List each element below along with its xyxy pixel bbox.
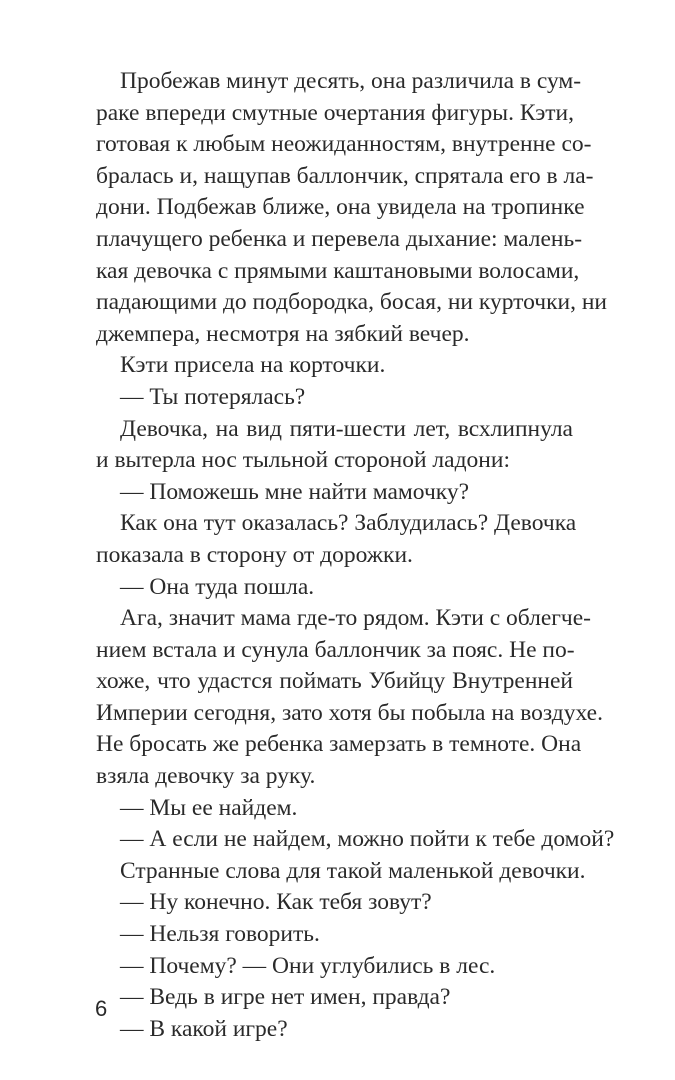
text-line: — А если не найдем, можно пойти к тебе домой? — [120, 826, 615, 853]
text-line: — Ну конечно. Как тебя зовут? — [120, 889, 432, 916]
text-line: Кэти присела на корточки. — [120, 352, 386, 379]
text-line: Империи сегодня, зато хотя бы побыла на воздухе. — [96, 699, 603, 726]
book-page-text — [96, 66, 615, 1045]
text-line: Странные слова для такой маленькой девочки. — [120, 857, 586, 884]
text-line: — Поможешь мне найти мамочку? — [120, 478, 470, 505]
text-line: — Мы ее найдем. — [120, 794, 298, 821]
text-line: Не бросать же ребенка замерзать в темноте. Она — [96, 731, 582, 758]
text-line: — Почему? — Они углубились в лес. — [120, 952, 496, 979]
text-line: показала в сторону от дорожки. — [96, 541, 413, 568]
text-line: — Она туда пошла. — [120, 573, 315, 600]
text-line: нием встала и сунула баллончик за пояс. Не по- — [96, 636, 575, 663]
text-line: — Нельзя говорить. — [120, 921, 320, 948]
text-line: готовая к любым неожиданностям, внутренне со- — [96, 131, 592, 158]
text-line: Ага, значит мама где-то рядом. Кэти с облегче- — [120, 605, 592, 632]
text-line: хоже, что удастся поймать Убийцу Внутренней — [96, 668, 573, 695]
text-line: — Ведь в игре нет имен, правда? — [120, 984, 451, 1011]
text-line: дони. Подбежав ближе, она увидела на тропинке — [96, 194, 585, 221]
text-line: Девочка, на вид пяти-шести лет, всхлипнула — [120, 415, 573, 442]
text-line: Как она тут оказалась? Заблудилась? Девочка — [120, 510, 577, 537]
text-line: джемпера, несмотря на зябкий вечер. — [96, 320, 470, 347]
text-line: взяла девочку за руку. — [96, 763, 316, 790]
text-line: кая девочка с прямыми каштановыми волосами, — [96, 257, 580, 284]
text-line: и вытерла нос тыльной стороной ладони: — [96, 447, 510, 474]
text-line: — Ты потерялась? — [120, 383, 306, 410]
text-line: Пробежав минут десять, она различила в сум- — [120, 68, 582, 94]
page-number: 6 — [95, 996, 108, 1021]
text-line: бралась и, нащупав баллончик, спрятала его в ла- — [96, 162, 594, 189]
text-line: раке впереди смутные очертания фигуры. Кэти, — [96, 99, 574, 126]
text-line: падающими до подбородка, босая, ни курточки, ни — [96, 289, 607, 316]
text-line: — В какой игре? — [120, 1015, 288, 1042]
text-line: плачущего ребенка и перевела дыхание: малень- — [96, 225, 583, 252]
